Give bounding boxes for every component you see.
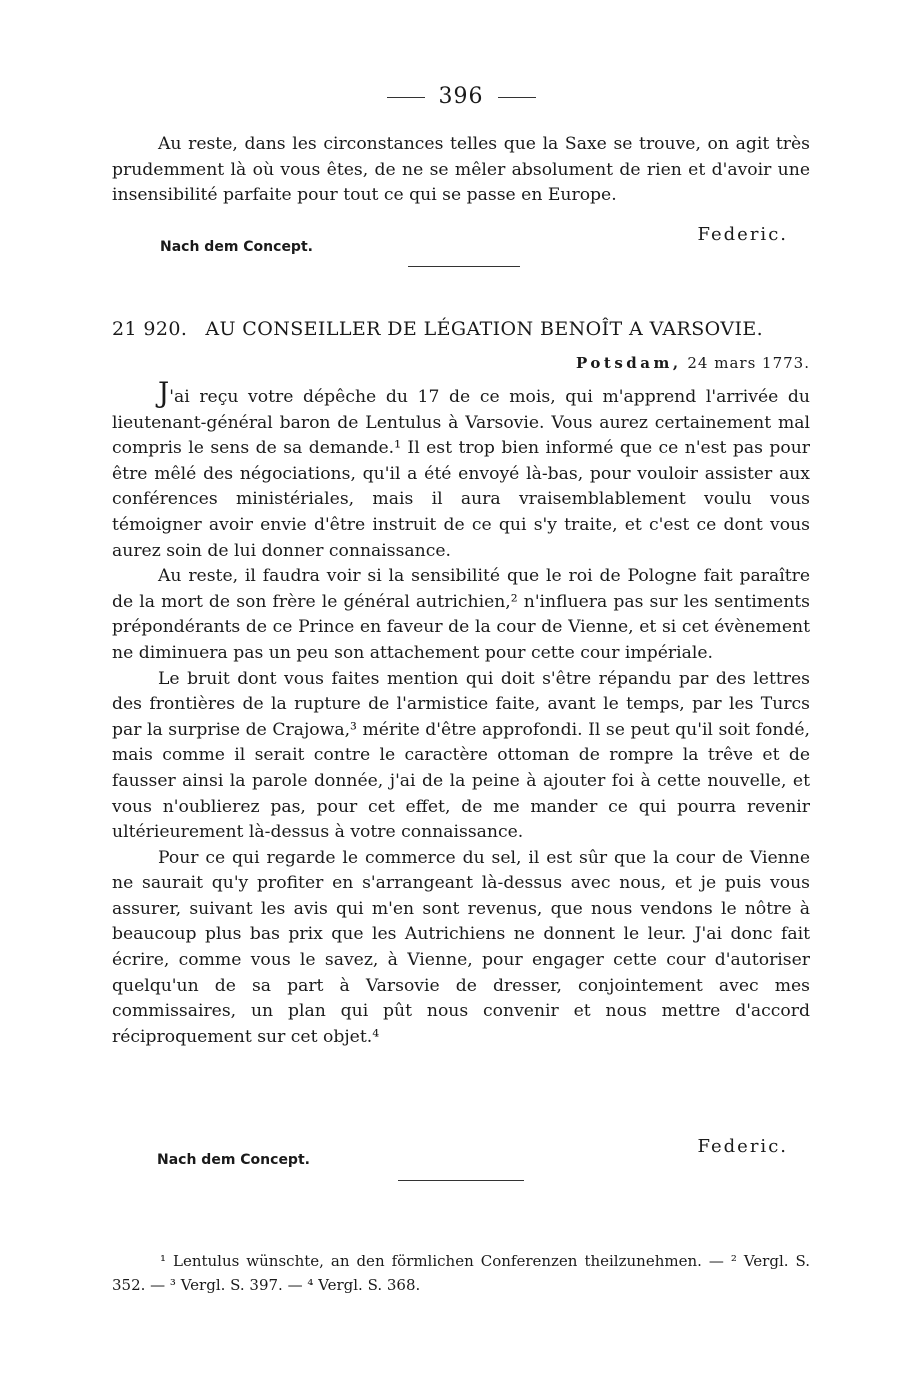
header-dash-left	[387, 97, 425, 98]
letter-paragraph-1	[112, 376, 810, 564]
section-divider-1	[408, 266, 520, 267]
page-number: 396	[438, 84, 484, 109]
source-note-1: Nach dem Concept.	[160, 239, 313, 255]
page-number-header	[112, 84, 810, 109]
letter-title: AU CONSEILLER DE LÉGATION BENOÎT A VARSOVIE.	[205, 318, 764, 340]
drop-cap: J	[158, 376, 170, 409]
document-page	[112, 0, 810, 1392]
letter-dateline	[576, 354, 810, 372]
letter-heading	[112, 318, 810, 340]
section-divider-2	[398, 1180, 524, 1181]
letter-paragraph-4: Pour ce qui regarde le commerce du sel, il est sûr que la cour de Vienne ne saurait qu'y profiter en s'arrangeant là-dessus avec nous, et je puis vous assurer, suivant les avis qui m'en sont revenus, que nous vendons le nôtre à beaucoup plus bas prix que les Autrichiens ne donnent le leur. J'ai donc fait écrire, comme vous le savez, à Vienne, pour engager cette cour d'autoriser quelqu'un de sa part à Varsovie de dresser, conjointement avec mes commissaires, un plan qui pût nous convenir et nous mettre d'accord réciproquement sur cet objet.⁴	[112, 847, 810, 1047]
letter-paragraph-3: Le bruit dont vous faites mention qui doit s'être répandu par des lettres des frontières de la rupture de l'armistice faite, avant le temps, par les Turcs par la surprise de Crajowa,³ mérite d'être approfondi. Il se peut qu'il soit fondé, mais comme il serait contre le caractère ottoman de rompre la trêve et de fausser ainsi la parole donnée, j'ai de la peine à ajouter foi à cette nouvelle, et vous n'oublierez pas, pour cet effet, de me mander ce qui pourra revenir ultérieurement là-dessus à votre connaissance.	[112, 668, 810, 843]
intro-paragraph: Au reste, dans les circonstances telles que la Saxe se trouve, on agit très prudemment là où vous êtes, de ne se mêler absolument de rien et d'avoir une insensibilité parfaite pour tout ce qui se passe en Europe.	[112, 134, 810, 206]
letter-paragraph-1-text: 'ai reçu votre dépêche du 17 de ce mois, qui m'apprend l'arrivée du lieutenant-général baron de Lentulus à Varsovie. Vous aurez certainement mal compris le sens de sa demande.¹ Il est trop bien informé que ce n'est pas pour être mêlé des négociations, qu'il a été envoyé là-bas, pour vouloir assister aux conférences ministériales, mais il aura vraisemblablement voulu vous témoigner avoir envie d'être instruit de ce qui s'y traite, et c'est ce dont vous aurez soin de lui donner connaissance.	[112, 387, 810, 561]
letter-body	[112, 376, 810, 1050]
letter-date: 24 mars 1773.	[687, 354, 810, 372]
letter-place: Potsdam,	[576, 354, 682, 372]
letter-number: 21 920.	[112, 318, 188, 340]
signature-federic-1: Federic.	[697, 224, 788, 245]
letter-paragraph-2: Au reste, il faudra voir si la sensibilité que le roi de Pologne fait paraître de la mort de son frère le général autrichien,² n'influera pas sur les sentiments prépondérants de ce Prince en faveur de la cour de Vienne, et si cet évènement ne diminuera pas un peu son attachement pour cette cour impériale.	[112, 566, 810, 663]
header-dash-right	[498, 97, 536, 98]
footnotes: ¹ Lentulus wünschte, an den förmlichen Conferenzen theilzunehmen. — ² Vergl. S. 352. — ³ Vergl. S. 397. — ⁴ Vergl. S. 368.	[112, 1252, 810, 1294]
source-note-2: Nach dem Concept.	[157, 1152, 310, 1168]
signature-federic-2: Federic.	[697, 1136, 788, 1157]
